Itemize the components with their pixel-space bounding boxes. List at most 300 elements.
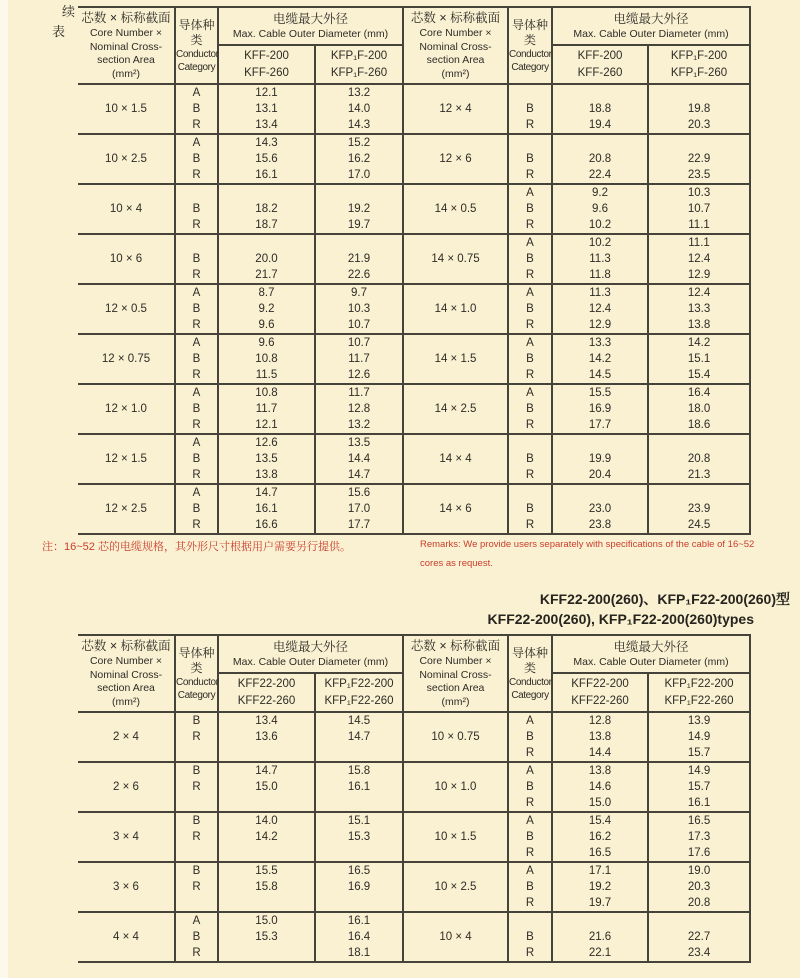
cell-line: 10.2 [588,237,612,249]
cell-line: 14.7 [347,731,371,743]
conductor-category-cell [508,862,552,912]
conductor-category-cell [508,762,552,812]
cell-line [176,895,217,911]
kfp-diameter-cell [648,812,750,862]
core-size-cell: 10 × 2.5 [403,862,508,912]
header-kfp-type: KFP₁F-200 KFP₁F-260 [315,45,403,84]
cell-line: 24.5 [687,519,711,531]
conductor-category-cell [508,284,552,334]
cell-line: 13.9 [687,715,711,727]
cell-line: A [526,187,534,199]
spec-row [78,284,750,334]
cell-line [176,185,217,201]
cell-line: 16.1 [347,915,371,927]
cell-line: 11.3 [589,253,611,265]
cell-line: 16.1 [347,781,371,793]
conductor-category-cell [508,812,552,862]
cell-line: 11.5 [255,369,278,381]
cell-line: 12.6 [347,369,371,381]
kfp-diameter-cell [648,84,750,134]
cell-line: R [192,731,201,743]
cell-line: 12.8 [347,403,371,415]
kff-diameter-cell [552,434,648,484]
cell-line: 13.4 [255,715,278,727]
cell-line: B [526,303,534,315]
kff-diameter-cell [552,712,648,762]
scan-edge [0,0,8,978]
section-title-chinese: KFF22-200(260)、KFP₁F22-200(260)型 [539,591,790,607]
cell-line [316,185,402,201]
cell-line: R [525,169,535,181]
cell-line: 20.4 [588,469,612,481]
cell-line: B [526,881,534,893]
core-size-cell: 3 × 4 [78,812,175,862]
header-kfp-type: KFP₁F22-200 KFP₁F22-260 [315,673,403,712]
cell-line: B [526,781,534,793]
cell-line: 18.0 [687,403,711,415]
kfp-diameter-cell [315,862,403,912]
header-kff-type: KFF-200 KFF-260 [552,45,648,84]
cell-line: 13.8 [588,765,612,777]
cell-line: 15.6 [255,153,278,165]
kff-diameter-cell [552,812,648,862]
continued-char-1: 续 [62,4,76,19]
kff-diameter-cell [218,384,315,434]
kff-diameter-cell [552,234,648,284]
core-size-cell: 12 × 6 [403,134,508,184]
cell-line [176,795,217,811]
conductor-category-cell [508,712,552,762]
header-kff-type: KFF-200 KFF-260 [218,45,315,84]
cell-line: 14.0 [255,815,278,827]
spec-row [78,84,750,134]
cell-line [219,945,314,961]
cell-line: R [525,119,535,131]
kff-diameter-cell [218,184,315,234]
cell-line [176,845,217,861]
cell-line: 15.1 [687,353,711,365]
cell-line: 15.5 [255,865,278,877]
cell-line: R [192,419,201,431]
kff-diameter-cell [552,134,648,184]
cell-line: B [192,715,201,727]
cell-line: 21.6 [588,931,612,943]
cell-line [219,235,314,251]
cell-line: A [192,337,201,349]
cell-line: R [192,781,201,793]
cell-line: 10.3 [687,187,711,199]
core-size-cell: 10 × 0.75 [403,712,508,762]
header-kfp-type: KFP₁F-200 KFP₁F-260 [648,45,750,84]
cell-line: R [192,269,201,281]
cell-line: B [526,203,534,215]
cell-line: 9.2 [592,187,609,199]
cell-line [316,895,402,911]
kfp-diameter-cell [315,434,403,484]
conductor-category-cell [175,384,218,434]
cell-line: 14.7 [255,487,278,499]
core-size-cell: 10 × 6 [78,234,175,284]
cell-line: B [192,303,201,315]
conductor-category-cell [175,862,218,912]
kff-diameter-cell [552,384,648,434]
cell-line: A [526,387,534,399]
cell-line: 18.8 [588,103,612,115]
cell-line: 14.6 [588,781,612,793]
cell-line: 20.3 [687,119,711,131]
core-size-cell: 12 × 1.0 [78,384,175,434]
cell-line: 14.2 [255,831,278,843]
cell-line: B [526,103,534,115]
conductor-category-cell [175,762,218,812]
spec-row [78,812,750,862]
core-size-cell: 3 × 6 [78,862,175,912]
kff-diameter-cell [218,334,315,384]
core-size-cell: 14 × 2.5 [403,384,508,434]
spec-row [78,712,750,762]
cell-line: B [526,731,534,743]
conductor-category-cell [175,912,218,962]
conductor-category-cell [508,334,552,384]
cell-line: 16.9 [588,403,612,415]
cell-line [176,745,217,761]
kfp-diameter-cell [315,812,403,862]
cell-line: 12.6 [255,437,278,449]
spec-row [78,384,750,434]
conductor-category-cell [175,334,218,384]
cell-line: 20.8 [687,453,711,465]
kfp-diameter-cell [315,134,403,184]
cell-line: 15.6 [347,487,371,499]
kff-diameter-cell [552,84,648,134]
cell-line: 11.8 [589,269,611,281]
header-core-number: 芯数 × 标称截面 Core Number × Nominal Cross- section Area (mm²) [78,635,175,712]
spec-row [78,234,750,284]
cell-line: R [525,319,535,331]
cell-line: 13.3 [687,303,711,315]
cell-line: R [192,119,201,131]
cell-line: R [525,269,535,281]
kff-diameter-cell [218,234,315,284]
cell-line: 20.3 [687,881,711,893]
conductor-category-cell [175,134,218,184]
kff-diameter-cell [552,334,648,384]
spec-row [78,762,750,812]
cell-line [509,135,551,151]
conductor-category-cell [175,434,218,484]
spec-row [78,484,750,534]
cell-line: 16.4 [687,387,711,399]
header-conductor-category: 导体种 类 Conductor Category [508,7,552,84]
cell-line: 15.4 [687,369,711,381]
cell-line: 16.1 [255,169,278,181]
cell-line: 20.8 [588,153,612,165]
cell-line: R [192,469,201,481]
cell-line: 14.7 [255,765,278,777]
kfp-diameter-cell [315,84,403,134]
cell-line [553,435,647,451]
kff-diameter-cell [218,712,315,762]
cell-line: A [526,865,534,877]
cell-line: 13.8 [255,469,278,481]
kfp-diameter-cell [648,862,750,912]
cell-line: 19.7 [588,897,612,909]
kfp-diameter-cell [315,912,403,962]
continued-table-label [52,2,75,42]
cell-line: 19.2 [347,203,371,215]
continued-char-2: 表 [52,24,66,39]
kff-diameter-cell [552,862,648,912]
remarks-english-line1: Remarks: We provide users separately with specifications of the cable of 16~52 [420,539,755,550]
conductor-category-cell [508,184,552,234]
conductor-category-cell [508,384,552,434]
cell-line: 18.1 [347,947,371,959]
cell-line: B [526,403,534,415]
cell-line: R [525,519,535,531]
core-size-cell: 4 × 4 [78,912,175,962]
header-conductor-category: 导体种 类 Conductor Category [508,635,552,712]
cell-line [553,85,647,101]
cell-line [219,745,314,761]
kfp-diameter-cell [315,334,403,384]
kff-diameter-cell [552,484,648,534]
conductor-category-cell [175,234,218,284]
kff-diameter-cell [218,134,315,184]
kff-diameter-cell [552,184,648,234]
kff-diameter-cell [218,434,315,484]
cell-line: 12.1 [255,87,278,99]
cell-line: 10.3 [347,303,371,315]
cell-line: B [526,153,534,165]
cell-line: 15.1 [347,815,371,827]
kfp-diameter-cell [315,384,403,434]
kff-diameter-cell [552,284,648,334]
kff-diameter-cell [218,812,315,862]
cell-line: 9.6 [258,337,275,349]
cell-line: R [525,219,535,231]
cell-line: 15.0 [255,781,278,793]
core-size-cell: 10 × 1.0 [403,762,508,812]
cell-line [316,235,402,251]
cell-line [509,435,551,451]
cell-line: 10.2 [588,219,612,231]
header-max-diameter: 电缆最大外径 Max. Cable Outer Diameter (mm) [218,635,403,673]
kfp-diameter-cell [315,484,403,534]
core-size-cell: 2 × 6 [78,762,175,812]
cell-line: 10.7 [687,203,711,215]
kfp-diameter-cell [315,762,403,812]
cell-line: 17.1 [588,865,612,877]
core-size-cell: 12 × 0.75 [78,334,175,384]
cell-line: B [192,253,201,265]
conductor-category-cell [508,84,552,134]
cell-line: B [192,865,201,877]
cell-line: 22.6 [347,269,371,281]
spec-row [78,134,750,184]
cell-line: R [192,519,201,531]
cell-line: 22.1 [588,947,612,959]
header-max-diameter: 电缆最大外径 Max. Cable Outer Diameter (mm) [552,635,750,673]
cell-line: 13.5 [347,437,371,449]
kfp-diameter-cell [315,184,403,234]
kfp-diameter-cell [648,234,750,284]
cell-line: 10.7 [347,319,371,331]
cell-line: 11.1 [688,219,710,231]
cell-line: 16.2 [347,153,371,165]
kfp-diameter-cell [648,284,750,334]
cell-line [649,485,749,501]
cell-line: 17.0 [347,169,371,181]
cell-line: B [526,353,534,365]
cell-line: A [526,765,534,777]
conductor-category-cell [508,484,552,534]
cell-line: B [192,153,201,165]
cell-line: 16.6 [255,519,278,531]
cell-line: 18.2 [255,203,278,215]
cell-line: R [525,419,535,431]
cell-line: 15.0 [255,915,278,927]
header-kff-type: KFF22-200 KFF22-260 [552,673,648,712]
cell-line: A [526,715,534,727]
cell-line: 13.5 [255,453,278,465]
cell-line [553,485,647,501]
cell-line: 14.5 [588,369,612,381]
cell-line: 17.7 [588,419,612,431]
cell-line: 16.5 [687,815,711,827]
cell-line: 15.4 [588,815,612,827]
kff-diameter-cell [552,912,648,962]
cell-line: 12.9 [687,269,711,281]
kff-diameter-cell [218,484,315,534]
cell-line: B [192,815,201,827]
cell-line: R [192,369,201,381]
conductor-category-cell [175,712,218,762]
cell-line: 15.3 [347,831,371,843]
cell-line: 13.3 [588,337,612,349]
conductor-category-cell [175,812,218,862]
cell-line: 9.6 [592,203,609,215]
cell-line: 19.9 [588,453,612,465]
spec-row [78,334,750,384]
conductor-category-cell [175,484,218,534]
cell-line: 15.8 [347,765,371,777]
cell-line: 9.6 [258,319,275,331]
kff-diameter-cell [218,762,315,812]
core-size-cell: 10 × 1.5 [403,812,508,862]
cell-line: B [192,203,201,215]
cell-line: 23.5 [687,169,711,181]
cell-line: 14.3 [347,119,371,131]
cell-line: 11.1 [688,237,710,249]
cell-line: A [192,137,201,149]
spec-table-kff22 [78,634,751,963]
cell-line: B [526,931,534,943]
cell-line: 14.3 [255,137,278,149]
cell-line: 16.5 [347,865,371,877]
cell-line: 12.4 [588,303,612,315]
cell-line: 15.0 [588,797,612,809]
header-kff-type: KFF22-200 KFF22-260 [218,673,315,712]
cell-line [553,135,647,151]
header-core-number: 芯数 × 标称截面 Core Number × Nominal Cross- section Area (mm²) [403,635,508,712]
cell-line [649,913,749,929]
core-size-cell: 14 × 1.0 [403,284,508,334]
cell-line: 19.8 [687,103,711,115]
core-size-cell: 14 × 4 [403,434,508,484]
spec-row [78,434,750,484]
cell-line: B [192,503,201,515]
cell-line: 13.4 [255,119,278,131]
kff-diameter-cell [218,912,315,962]
cell-line: 15.3 [255,931,278,943]
cell-line: 14.4 [588,747,612,759]
cell-line: R [525,897,535,909]
cell-line: 13.2 [347,419,371,431]
header-conductor-category: 导体种 类 Conductor Category [175,635,218,712]
cell-line: 21.7 [255,269,278,281]
cell-line: 13.8 [687,319,711,331]
kfp-diameter-cell [648,912,750,962]
cell-line: 10.7 [347,337,371,349]
cell-line: 23.8 [588,519,612,531]
cell-line: 19.4 [588,119,612,131]
cell-line [509,913,551,929]
header-max-diameter: 电缆最大外径 Max. Cable Outer Diameter (mm) [218,7,403,45]
cell-line: 12.4 [687,287,711,299]
core-size-cell: 12 × 2.5 [78,484,175,534]
kfp-diameter-cell [648,134,750,184]
cell-line: 10.8 [255,387,278,399]
cell-line: 11.7 [348,353,370,365]
remarks-chinese: 注：16~52 芯的电缆规格，其外形尺寸根据用户需要另行提供。 [42,541,351,553]
spec-table-kff [78,6,751,535]
core-size-cell: 10 × 2.5 [78,134,175,184]
kfp-diameter-cell [315,234,403,284]
cell-line: R [192,219,201,231]
cell-line: 14.0 [347,103,371,115]
cell-line [649,435,749,451]
cell-line: 16.1 [687,797,711,809]
cell-line: R [525,747,535,759]
cell-line: 17.3 [687,831,711,843]
cell-line: 8.7 [258,287,275,299]
cell-line: R [192,881,201,893]
cell-line: 11.3 [589,287,611,299]
header-max-diameter: 电缆最大外径 Max. Cable Outer Diameter (mm) [552,7,750,45]
cell-line: B [526,453,534,465]
conductor-category-cell [508,134,552,184]
cell-line [553,913,647,929]
cell-line: B [192,931,201,943]
cell-line: 20.8 [687,897,711,909]
cell-line: 19.2 [588,881,612,893]
kfp-diameter-cell [648,484,750,534]
cell-line: 19.7 [347,219,371,231]
header-core-number: 芯数 × 标称截面 Core Number × Nominal Cross- section Area (mm²) [78,7,175,84]
cell-line: 13.8 [588,731,612,743]
cell-line: R [525,469,535,481]
cell-line: A [192,287,201,299]
core-size-cell: 14 × 0.5 [403,184,508,234]
kfp-diameter-cell [648,184,750,234]
cell-line: B [192,353,201,365]
cell-line: 16.2 [588,831,612,843]
core-size-cell: 12 × 0.5 [78,284,175,334]
kfp-diameter-cell [648,334,750,384]
core-size-cell: 12 × 1.5 [78,434,175,484]
cell-line: 23.0 [588,503,612,515]
cell-line: 13.2 [347,87,371,99]
